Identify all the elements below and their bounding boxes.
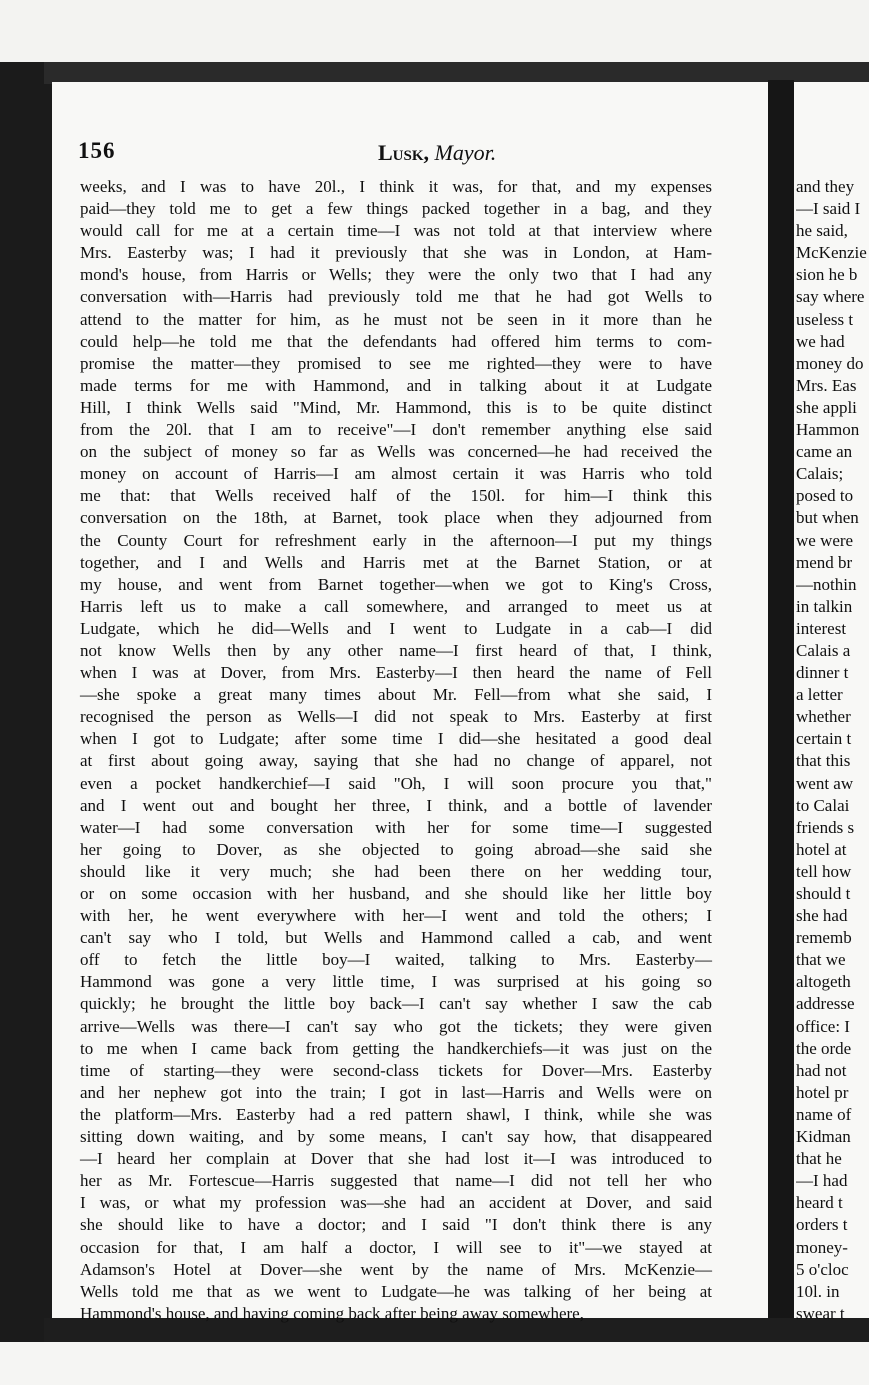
facing-page-line: sion he b xyxy=(796,265,858,285)
text-line: at first about going away, saying that she had no change of apparel, not xyxy=(80,751,712,771)
text-line: not know Wells then by any other name—I first heard of that, I think, xyxy=(80,640,712,660)
facing-page-line: mend br xyxy=(796,552,853,572)
facing-page-line: money- xyxy=(796,1237,848,1257)
text-line: to me when I came back from getting the handkerchiefs—it was just on the xyxy=(80,1038,712,1058)
facing-page-line: to Calai xyxy=(796,795,850,815)
facing-page-line: Calais a xyxy=(796,640,851,660)
text-line: paid—they told me to get a few things packed together in a bag, and they xyxy=(80,199,712,219)
text-line: made terms for me with Hammond, and in talking about it at Ludgate xyxy=(80,375,712,395)
text-line: Wells told me that as we went to Ludgate—he was talking of her being at xyxy=(80,1281,712,1301)
text-line: attend to the matter for him, as he must not be seen in it more than he xyxy=(80,309,712,329)
text-line: together, and I and Wells and Harris met at the Barnet Station, or at xyxy=(80,552,712,572)
text-line: time of starting—they were second-class tickets for Dover—Mrs. Easterby xyxy=(80,1060,712,1080)
facing-page-line: heard t xyxy=(796,1193,843,1213)
facing-page-line: posed to xyxy=(796,486,854,506)
running-title-name: Lusk, xyxy=(378,140,430,165)
text-line: conversation on the 18th, at Barnet, took place when they adjourned from xyxy=(80,508,712,528)
facing-page-line: swear t xyxy=(796,1303,845,1323)
facing-page-line: had not xyxy=(796,1060,847,1080)
text-line: occasion for that, I am half a doctor, I will see to it"—we stayed at xyxy=(80,1237,712,1257)
facing-page-line: orders t xyxy=(796,1215,848,1235)
text-line: with her, he went everywhere with her—I went and told the others; I xyxy=(80,906,712,926)
text-line: could help—he told me that the defendants had offered him terms to com- xyxy=(80,331,712,351)
text-line: Mrs. Easterby was; I had it previously that she was in London, at Ham- xyxy=(80,243,712,263)
facing-page-line: tell how xyxy=(796,861,852,881)
facing-page-line: hotel at xyxy=(796,839,847,859)
facing-page-text-column xyxy=(796,176,869,1325)
facing-page-line: interest xyxy=(796,618,847,638)
facing-page-line: —I had xyxy=(796,1171,848,1191)
text-line: sitting down waiting, and by some means, I can't say how, that disappeared xyxy=(80,1127,712,1147)
facing-page-line: friends s xyxy=(796,817,855,837)
facing-page-line: dinner t xyxy=(796,663,849,683)
facing-page-line: addresse xyxy=(796,994,855,1014)
facing-page-line: we were xyxy=(796,530,854,550)
text-line: —I heard her complain at Dover that she had lost it—I was introduced to xyxy=(80,1149,712,1169)
scan-bottom-margin xyxy=(0,1342,869,1385)
facing-page-line: useless t xyxy=(796,309,854,329)
text-line: Hammond's house, and having coming back after being away somewhere, xyxy=(80,1303,584,1323)
text-line: the platform—Mrs. Easterby had a red pattern shawl, I think, while she was xyxy=(80,1104,712,1124)
text-line: Hammond was gone a very little time, I was surprised at his going so xyxy=(80,972,712,992)
text-line: on the subject of money so far as Wells was concerned—he had received the xyxy=(80,442,712,462)
facing-page-line: and they xyxy=(796,177,855,196)
facing-page-line: that he xyxy=(796,1149,842,1169)
text-line: can't say who I told, but Wells and Hammond called a cab, and went xyxy=(80,928,712,948)
text-line: arrive—Wells was there—I can't say who got the tickets; they were given xyxy=(80,1016,712,1036)
facing-page-line: but when xyxy=(796,508,859,528)
text-line: her as Mr. Fortescue—Harris suggested that name—I did not tell her who xyxy=(80,1171,712,1191)
running-head xyxy=(78,88,728,165)
facing-page-line: McKenzie xyxy=(796,243,867,263)
facing-page-line: whether xyxy=(796,707,851,727)
text-line: I was, or what my profession was—she had an accident at Dover, and said xyxy=(80,1193,712,1213)
text-line: Adamson's Hotel at Dover—she went by the name of Mrs. McKenzie— xyxy=(80,1259,712,1279)
facing-page-line: Hammon xyxy=(796,420,860,440)
text-line: Harris left us to make a call somewhere, and arranged to meet us at xyxy=(80,596,712,616)
facing-page-line: we had xyxy=(796,331,845,351)
text-line: and her nephew got into the train; I got in last—Harris and Wells were on xyxy=(80,1082,712,1102)
text-line: Ludgate, which he did—Wells and I went to Ludgate in a cab—I did xyxy=(80,618,712,638)
facing-page-line: Kidman xyxy=(796,1127,851,1147)
running-title xyxy=(378,140,496,166)
facing-page-line: certain t xyxy=(796,729,852,749)
page-number: 156 xyxy=(78,138,116,163)
text-line: when I was at Dover, from Mrs. Easterby—I then heard the name of Fell xyxy=(80,663,712,683)
text-line: conversation with—Harris had previously told me that he had got Wells to xyxy=(80,287,712,307)
text-line: and I went out and bought her three, I think, and a bottle of lavender xyxy=(80,795,712,815)
facing-page-line: he said, xyxy=(796,221,848,241)
text-line: from the 20l. that I am to receive"—I don't remember anything else said xyxy=(80,420,712,440)
facing-page-line: office: I xyxy=(796,1016,850,1036)
facing-page-line: say where xyxy=(796,287,865,307)
text-line: Hill, I think Wells said "Mind, Mr. Hammond, this is to be quite distinct xyxy=(80,397,712,417)
text-line: promise the matter—they promised to see me righted—they were to have xyxy=(80,353,712,373)
body-text-column xyxy=(80,176,712,1325)
text-line: money on account of Harris—I am almost certain it was Harris who told xyxy=(80,464,712,484)
text-line: her going to Dover, as she objected to going abroad—she said she xyxy=(80,839,712,859)
text-line: weeks, and I was to have 20l., I think it was, for that, and my expenses xyxy=(80,177,712,196)
text-line: even a pocket handkerchief—I said "Oh, I will soon procure you that," xyxy=(80,773,712,793)
text-line: off to fetch the little boy—I waited, talking to Mrs. Easterby— xyxy=(80,950,712,970)
text-line: or on some occasion with her husband, and she should like her little boy xyxy=(80,884,712,903)
text-line: should like it very much; she had been there on her wedding tour, xyxy=(80,861,712,881)
facing-page-line: the orde xyxy=(796,1038,852,1058)
book-gutter xyxy=(768,80,794,1322)
facing-page-line: that this xyxy=(796,751,851,771)
facing-page-line: she had xyxy=(796,906,848,926)
facing-page-line: came an xyxy=(796,442,853,462)
facing-page-line: 5 o'cloc xyxy=(796,1259,849,1279)
text-line: my house, and went from Barnet together—when we got to King's Cross, xyxy=(80,574,712,594)
running-title-role: Mayor. xyxy=(434,140,497,165)
text-line: would call for me at a certain time—I was not told at that interview where xyxy=(80,221,712,241)
facing-page-line: Calais; xyxy=(796,464,844,484)
text-line: —she spoke a great many times about Mr. Fell—from what she said, I xyxy=(80,685,712,705)
text-line: me that: that Wells received half of the 150l. for him—I think this xyxy=(80,486,712,506)
text-line: she should like to have a doctor; and I said "I don't think there is any xyxy=(80,1215,712,1235)
book-left-edge xyxy=(0,62,52,1350)
text-line: the County Court for refreshment early in the afternoon—I put my things xyxy=(80,530,712,550)
facing-page-line: she appli xyxy=(796,397,857,417)
text-line: mond's house, from Harris or Wells; they were the only two that I had any xyxy=(80,265,712,285)
text-line: when I got to Ludgate; after some time I did—she hesitated a good deal xyxy=(80,729,712,749)
facing-page-line: name of xyxy=(796,1104,852,1124)
facing-page-line: Mrs. Eas xyxy=(796,375,857,395)
text-line: quickly; he brought the little boy back—I can't say whether I saw the cab xyxy=(80,994,712,1014)
facing-page-line: should t xyxy=(796,884,851,903)
text-line: water—I had some conversation with her for some time—I suggested xyxy=(80,817,712,837)
facing-page-line: —I said I xyxy=(796,199,861,219)
facing-page-line: went aw xyxy=(796,773,854,793)
facing-page-line: a letter xyxy=(796,685,843,705)
facing-page-line: rememb xyxy=(796,928,852,948)
facing-page-line: hotel pr xyxy=(796,1082,849,1102)
facing-page-line: altogeth xyxy=(796,972,851,992)
facing-page-line: 10l. in xyxy=(796,1281,840,1301)
facing-page-line: in talkin xyxy=(796,596,853,616)
facing-page-line: money do xyxy=(796,353,864,373)
book-top-edge xyxy=(44,62,869,84)
facing-page-line: that we xyxy=(796,950,846,970)
text-line: recognised the person as Wells—I did not speak to Mrs. Easterby at first xyxy=(80,707,712,727)
facing-page-line: —nothin xyxy=(796,574,857,594)
